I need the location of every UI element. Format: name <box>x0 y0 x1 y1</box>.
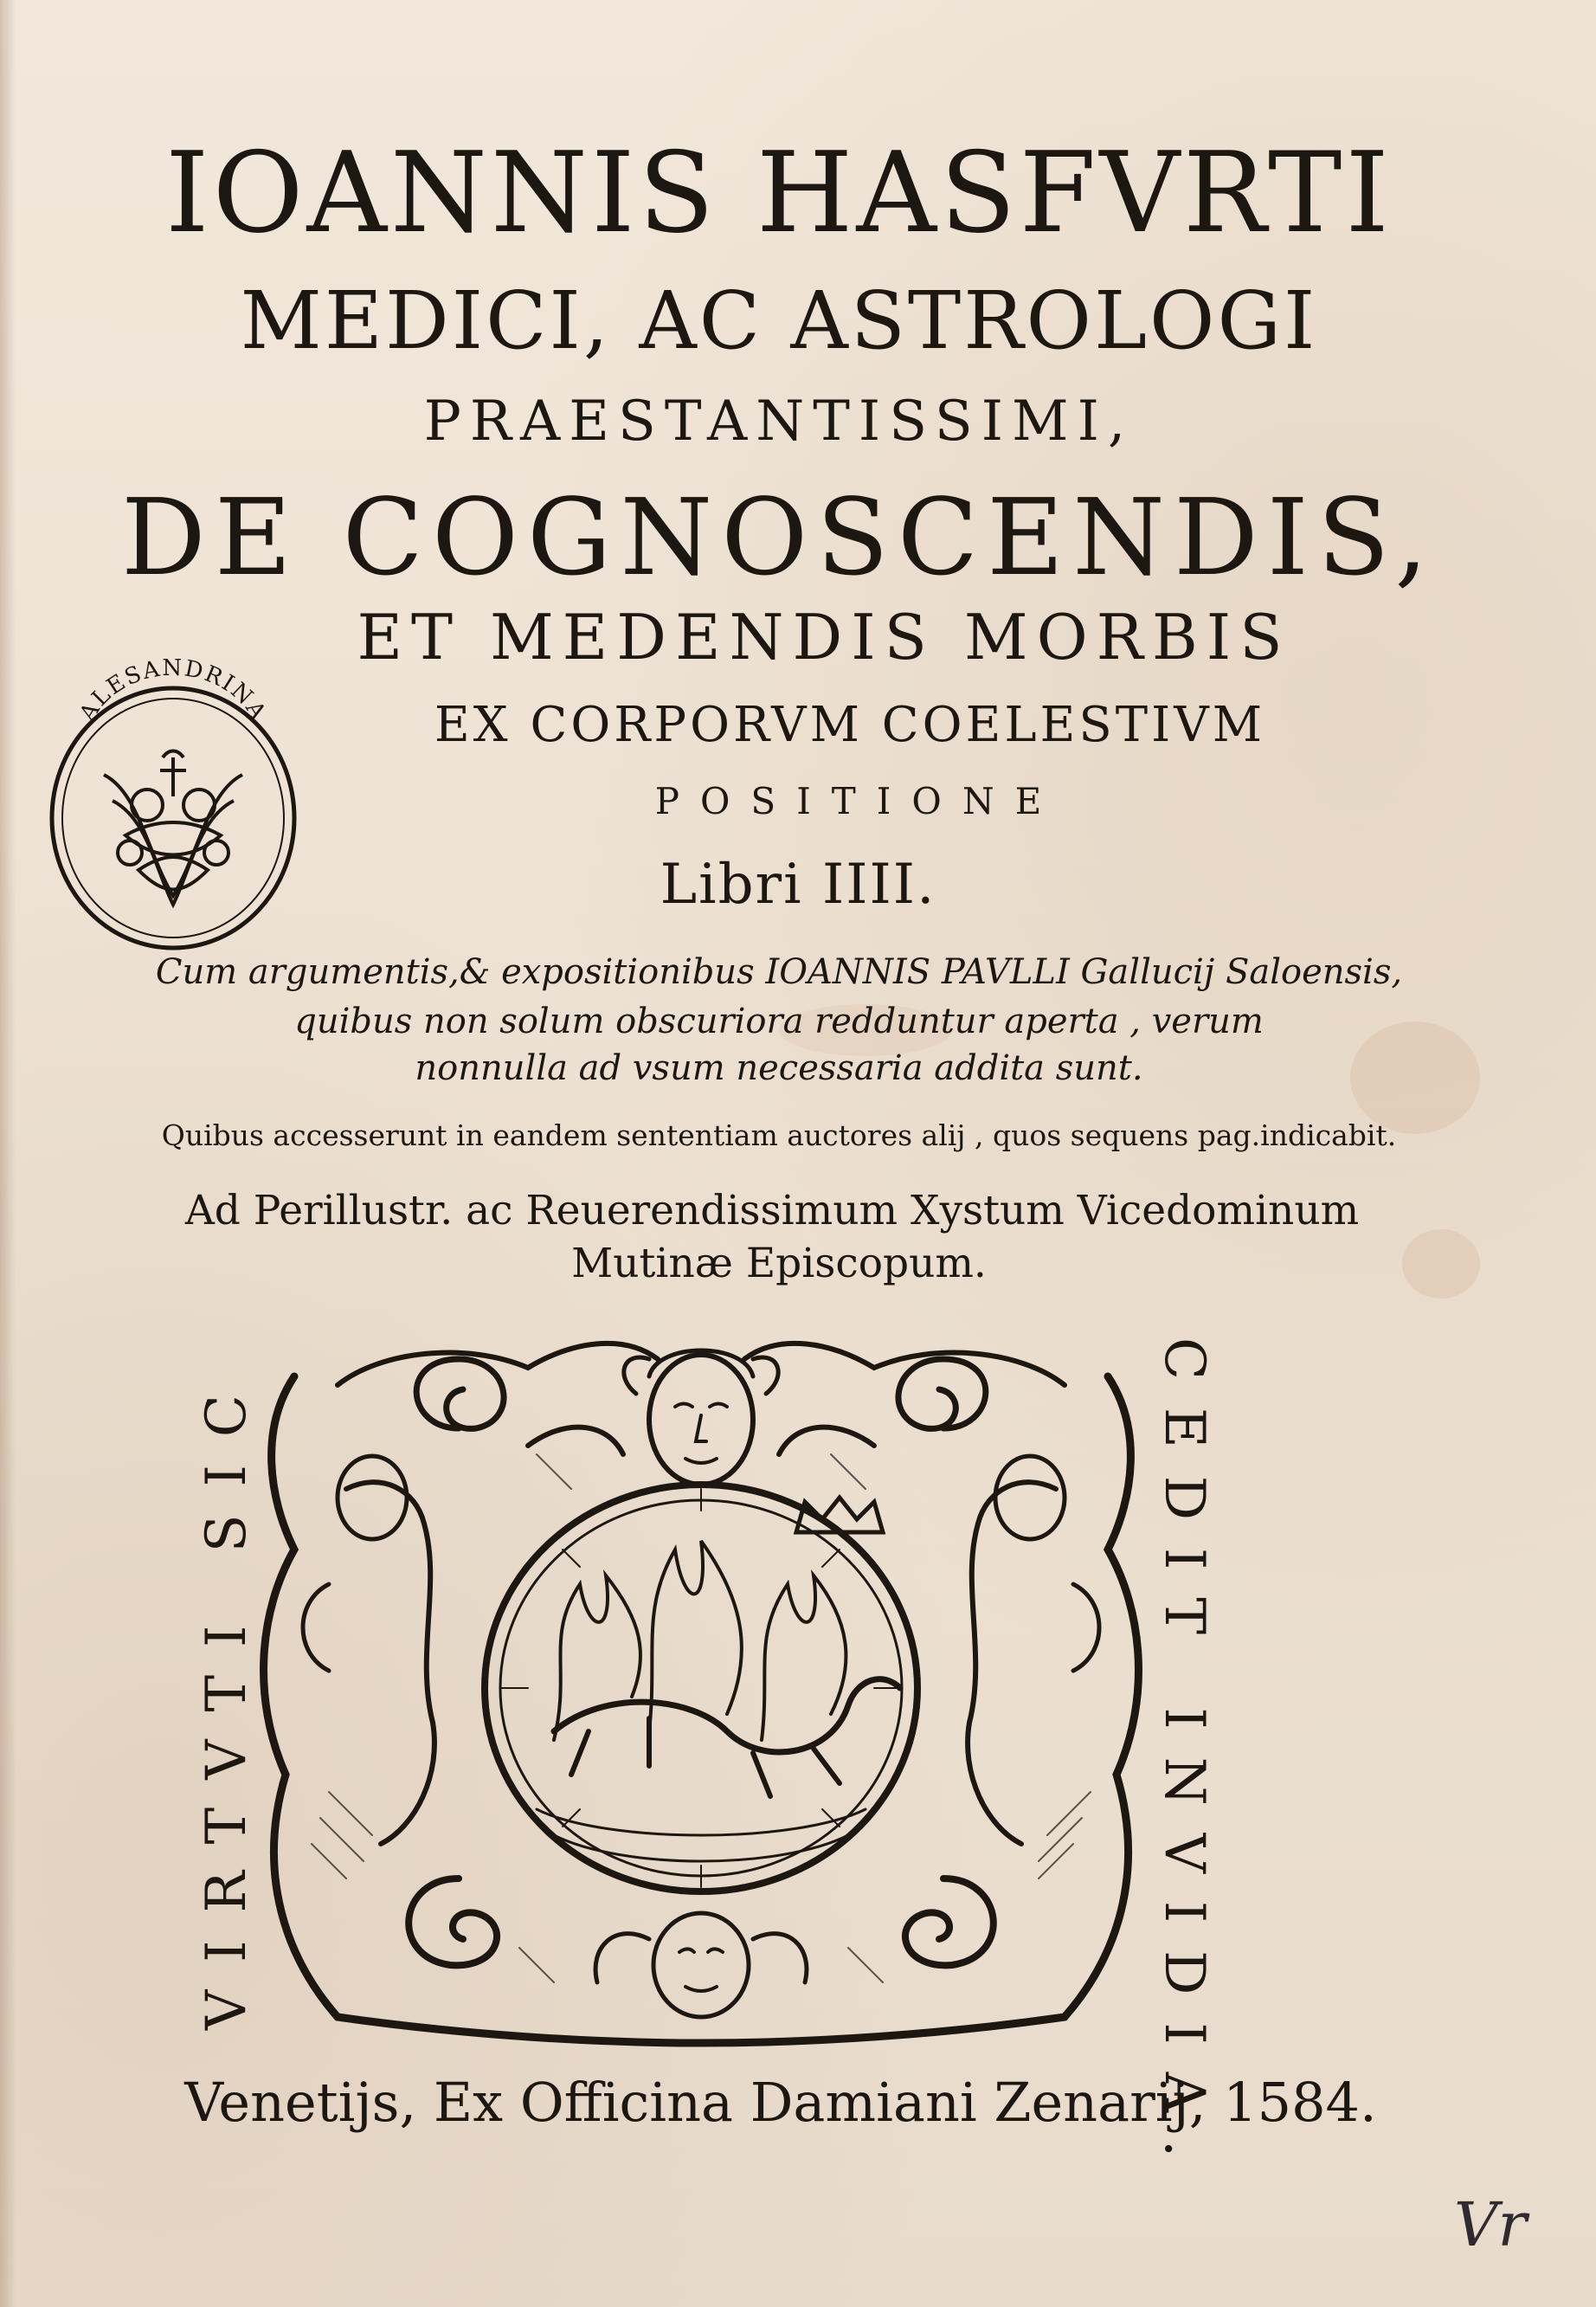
svg-text:ALESANDRINA <box>74 655 272 726</box>
imprint <box>0 2071 1596 2134</box>
title-line-libri: Libri IIII. <box>660 853 936 917</box>
title-line-praestantissimi: PRAESTANTISSIMI, <box>423 390 1135 454</box>
title-line-medendis: ET MEDENDIS MORBIS <box>357 601 1291 673</box>
commentary-line-3: nonnulla ad vsum necessaria addita sunt. <box>415 1048 1143 1088</box>
title-line-profession: MEDICI, AC ASTROLOGI <box>240 274 1318 367</box>
dedication-line-2: Mutinæ Episcopum. <box>571 1240 987 1287</box>
additions-note: Quibus accesserunt in eandem sententiam auctores alij , quos sequens pag.indicabit. <box>161 1118 1397 1152</box>
title-line-positione: POSITIONE <box>654 780 1063 822</box>
motto-left: VIRTVTI SIC <box>195 1367 259 2030</box>
imprint-text: Venetijs, Ex Officina Damiani Zenarij, 1584. <box>184 2071 1377 2134</box>
handwritten-annotation: Vr <box>1454 2189 1528 2260</box>
commentary-line-2: quibus non solum obscuriora redduntur aperta , verum <box>294 1002 1264 1041</box>
motto-right: CEDIT INVIDIA. <box>1152 1337 1216 2186</box>
title-line-author: IOANNIS HASFVRTI <box>165 129 1393 258</box>
stamp-text: ALESANDRINA <box>74 654 272 726</box>
title-line-corporum: EX CORPORVM COELESTIVM <box>434 697 1266 753</box>
library-stamp <box>43 645 303 957</box>
title-line-main: DE COGNOSCENDIS, <box>121 476 1437 599</box>
dedication-line-1: Ad Perillustr. ac Reuerendissimum Xystum Vicedominum <box>184 1187 1360 1234</box>
commentary-line-1: Cum argumentis,& expositionibus IOANNIS PAVLLI Gallucij Saloensis, <box>155 952 1403 992</box>
printers-device-woodcut <box>242 1324 1160 2060</box>
